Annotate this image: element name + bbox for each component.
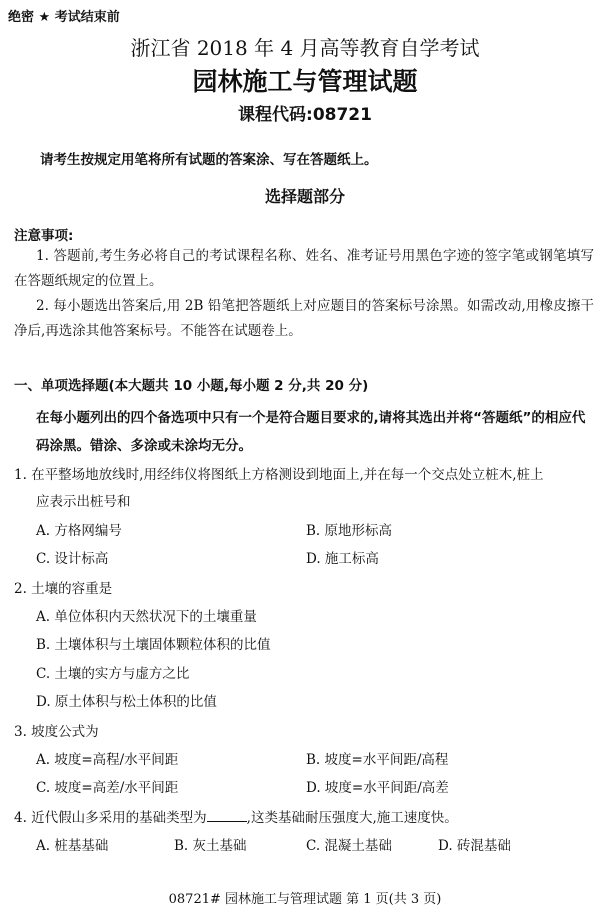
question-4-option-d: D. 砖混基础 bbox=[438, 838, 511, 854]
question-3-option-d: D. 坡度=水平间距/高差 bbox=[306, 780, 449, 796]
question-1-option-b: B. 原地形标高 bbox=[306, 523, 393, 539]
question-2-option-a: A. 单位体积内天然状况下的土壤重量 bbox=[36, 609, 257, 625]
question-4-stem-before: 4. 近代假山多采用的基础类型为 bbox=[14, 810, 207, 826]
attention-item-2-text: 2. 每小题选出答案后,用 2B 铅笔把答题纸上对应题目的答案标号涂黑。如需改动,用橡皮擦干净后,再选涂其他答案标号。不能答在试题卷上。 bbox=[14, 298, 594, 339]
question-1-option-a: A. 方格网编号 bbox=[36, 523, 122, 539]
question-1-stem-cont: 应表示出桩号和 bbox=[36, 494, 131, 510]
question-1-stem: 1. 在平整场地放线时,用经纬仪将图纸上方格测设到地面上,并在每一个交点处立桩木,桩上 bbox=[14, 467, 544, 483]
section-title: 一、单项选择题(本大题共 10 小题,每小题 2 分,共 20 分) bbox=[14, 378, 369, 394]
question-4-option-a: A. 桩基基础 bbox=[36, 838, 109, 854]
question-4-option-c: C. 混凝土基础 bbox=[306, 838, 392, 854]
question-4-stem bbox=[14, 806, 458, 826]
exam-name: 浙江省 2018 年 4 月高等教育自学考试 bbox=[130, 36, 480, 60]
question-4-option-b: B. 灰土基础 bbox=[174, 838, 247, 854]
question-3-stem: 3. 坡度公式为 bbox=[14, 724, 99, 740]
attention-item-1-text: 1. 答题前,考生务必将自己的考试课程名称、姓名、准考证号用黑色字迹的签字笔或钢笔填写在答题纸规定的位置上。 bbox=[14, 248, 594, 289]
part-title: 选择题部分 bbox=[264, 187, 345, 206]
course-code: 课程代码:08721 bbox=[238, 105, 372, 125]
paper-title: 园林施工与管理试题 bbox=[192, 67, 418, 96]
question-3-option-a: A. 坡度=高程/水平间距 bbox=[36, 752, 179, 768]
question-2-option-c: C. 土壤的实方与虚方之比 bbox=[36, 666, 190, 682]
question-2-option-b: B. 土壤体积与土壤固体颗粒体积的比值 bbox=[36, 637, 271, 653]
attention-item-2 bbox=[14, 294, 594, 344]
question-3-option-b: B. 坡度=水平间距/高程 bbox=[306, 752, 449, 768]
question-1-option-c: C. 设计标高 bbox=[36, 551, 109, 567]
section-description: 在每小题列出的四个备选项中只有一个是符合题目要求的,请将其选出并将“答题纸”的相应代码涂黑。错涂、多涂或未涂均无分。 bbox=[36, 410, 586, 454]
question-4-stem-after: ,这类基础耐压强度大,施工速度快。 bbox=[246, 810, 458, 826]
question-2-stem: 2. 土壤的容重是 bbox=[14, 581, 113, 597]
attention-title: 注意事项: bbox=[14, 228, 74, 244]
question-2-option-d: D. 原土体积与松土体积的比值 bbox=[36, 694, 217, 710]
question-3-option-c: C. 坡度=高差/水平间距 bbox=[36, 780, 179, 796]
answer-blank bbox=[207, 807, 247, 822]
page-footer: 08721# 园林施工与管理试题 第 1 页(共 3 页) bbox=[168, 892, 442, 907]
answer-notice: 请考生按规定用笔将所有试题的答案涂、写在答题纸上。 bbox=[40, 152, 378, 168]
attention-item-1 bbox=[14, 244, 594, 294]
secret-mark: 绝密 ★ 考试结束前 bbox=[8, 10, 120, 25]
question-1-option-d: D. 施工标高 bbox=[306, 551, 379, 567]
